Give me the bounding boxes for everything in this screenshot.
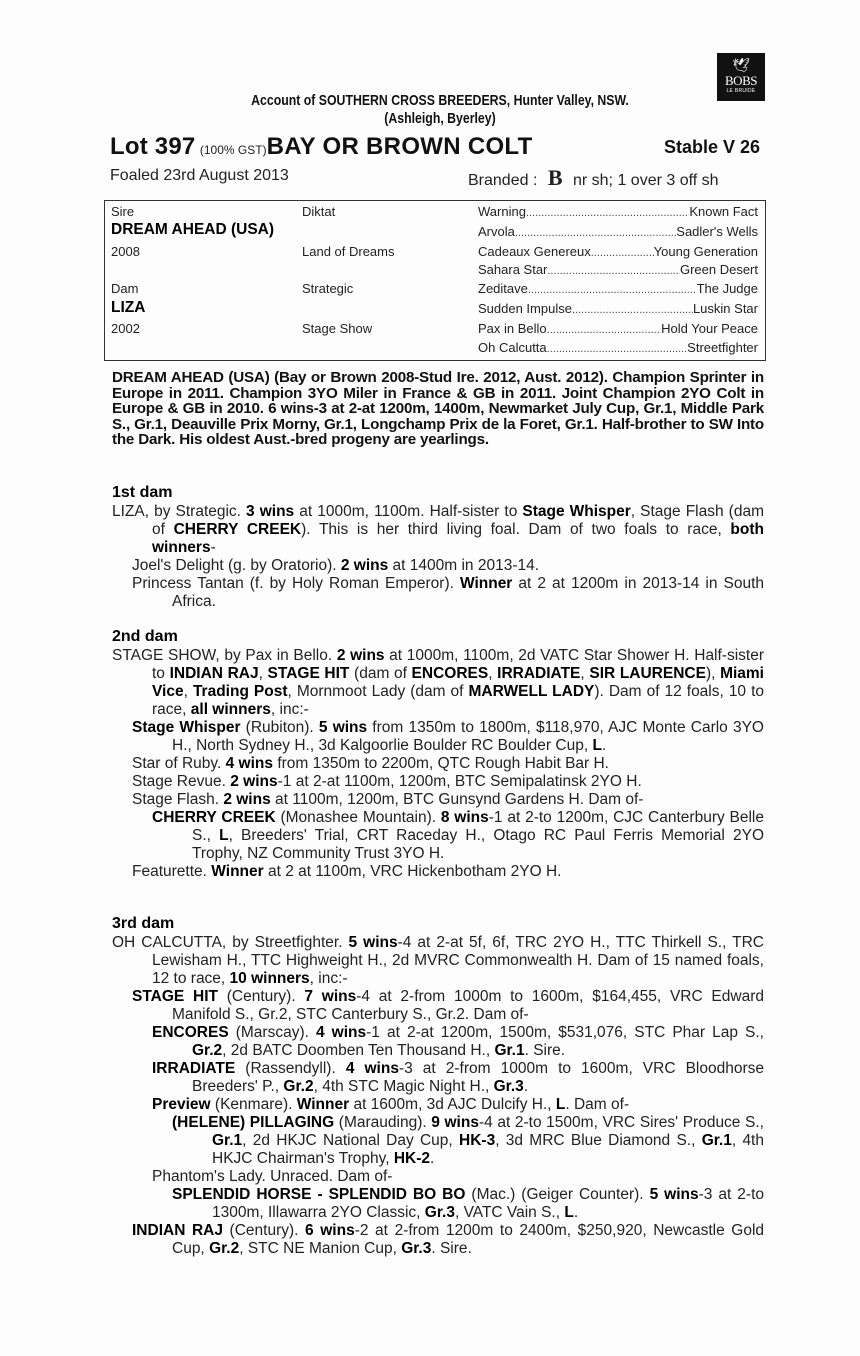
stable-number: Stable V 26: [663, 137, 760, 157]
great-grandparent-row: Pax in Bello ..... Hold Your Peace: [478, 321, 758, 336]
dam-entry: Preview (Kenmare). Winner at 1600m, 3d AJC Dulcify H., L. Dam of-: [152, 1096, 630, 1113]
sire-name: DREAM AHEAD (USA): [111, 221, 275, 238]
grandsire-paternal: Diktat: [302, 204, 336, 219]
logo-subtitle: LE BRUIDE: [726, 88, 756, 94]
dam-entry: IRRADIATE (Rassendyll). 4 wins-3 at 2-from 1000m to 1600m, VRC Bloodhorse Breeders' P., Gr.2, 4th STC Magic Night H., Gr.3.: [152, 1060, 764, 1095]
branded-info: [468, 165, 719, 191]
lot-title-line: [110, 133, 770, 163]
grandsire-maternal: Strategic: [302, 281, 354, 296]
sire-year: 2008: [111, 244, 140, 259]
first-dam-section: [112, 484, 764, 611]
great-grandparent-row: Warning ..... Known Fact: [478, 204, 758, 219]
dam-entry: Star of Ruby. 4 wins from 1350m to 2200m, QTC Rough Habit Bar H.: [132, 755, 609, 772]
branded-label: Branded :: [468, 172, 538, 189]
section-heading: 3rd dam: [112, 915, 175, 932]
granddam-maternal: Stage Show: [302, 321, 373, 336]
bobs-logo: [717, 53, 765, 101]
dam-name: LIZA: [111, 299, 146, 316]
dam-entry: Featurette. Winner at 2 at 1100m, VRC Hickenbotham 2YO H.: [132, 863, 562, 880]
dam-entry: ENCORES (Marscay). 4 wins-1 at 2-at 1200m, 1500m, $531,076, STC Phar Lap S., Gr.2, 2d BATC Doomben Ten Thousand H., Gr.1. Sire.: [152, 1024, 764, 1059]
branded-detail: nr sh; 1 over 3 off sh: [572, 172, 719, 189]
foaled-date: Foaled 23rd August 2013: [110, 167, 289, 184]
dam-entry: Phantom's Lady. Unraced. Dam of-: [152, 1168, 393, 1185]
pedigree-table: [104, 200, 766, 361]
vendor-farms: (Ashleigh, Byerley): [384, 110, 496, 127]
dam-entry: Stage Whisper (Rubiton). 5 wins from 1350m to 1800m, $118,970, AJC Monte Carlo 3YO H., North Sydney H., 3d Kalgoorlie Boulder RC Boulder Cup, L.: [132, 719, 764, 754]
dam-entry: SPLENDID HORSE - SPLENDID BO BO (Mac.) (Geiger Counter). 5 wins-3 at 2-to 1300m, Illawarra 2YO Classic, Gr.3, VATC Vain S., L.: [172, 1186, 765, 1221]
bird-logo-icon: 🕊: [732, 57, 750, 73]
great-grandparent-row: Oh Calcutta ..... Streetfighter: [478, 340, 758, 355]
dam-entry: LIZA, by Strategic. 3 wins at 1000m, 1100m. Half-sister to Stage Whisper, Stage Flash (dam of CHERRY CREEK). This is her third living foal. Dam of two foals to race, both winners-: [112, 503, 764, 556]
dam-entry: STAGE SHOW, by Pax in Bello. 2 wins at 1000m, 1100m, 2d VATC Star Shower H. Half-sister to INDIAN RAJ, STAGE HIT (dam of ENCORES, IRRADIATE, SIR LAURENCE), Miami Vice, Trading Post, Mornmoot Lady (dam of MARWELL LADY). Dam of 12 foals, 10 to race, all winners, inc:-: [112, 647, 765, 718]
entry-list: [112, 647, 764, 881]
dam-entry: OH CALCUTTA, by Streetfighter. 5 wins-4 at 2-at 5f, 6f, TRC 2YO H., TTC Thirkell S., TRC Lewisham H., TTC Highweight H., 2d MVRC Commonwealth H. Dam of 15 named foals, 12 to race, 10 winners, inc:-: [112, 934, 764, 987]
dam-entry: (HELENE) PILLAGING (Marauding). 9 wins-4 at 2-to 1500m, VRC Sires' Produce S., Gr.1, 2d HKJC National Day Cup, HK-3, 3d MRC Blue Diamond S., Gr.1, 4th HKJC Chairman's Trophy, HK-2.: [172, 1114, 764, 1167]
dam-entry: Princess Tantan (f. by Holy Roman Emperor). Winner at 2 at 1200m in 2013-14 in South Africa.: [132, 575, 764, 610]
dam-entry: CHERRY CREEK (Monashee Mountain). 8 wins-1 at 2-to 1200m, CJC Canterbury Belle S., L, Breeders' Trial, CRT Raceday H., Otago RC Paul Ferris Memorial 2YO Trophy, NZ Community Trust 3YO H.: [152, 809, 764, 862]
dam-entry: Joel's Delight (g. by Oratorio). 2 wins at 1400m in 2013-14.: [132, 557, 540, 574]
great-grandparent-row: Cadeaux Genereux ..... Young Generation: [478, 244, 758, 259]
horse-description: BAY OR BROWN COLT: [266, 133, 533, 160]
lot-number: Lot 397: [110, 133, 196, 160]
entry-list: [112, 503, 764, 611]
section-heading: 1st dam: [112, 484, 173, 501]
second-dam-section: [112, 628, 764, 881]
great-grandparent-row: Zeditave ..... The Judge: [478, 281, 758, 296]
dam-label: Dam: [111, 281, 139, 296]
sire-summary: DREAM AHEAD (USA) (Bay or Brown 2008-Stud Ire. 2012, Aust. 2012). Champion Sprinter in Europe in 2011. Champion 3YO Miler in France & GB in 2011. Joint Champion 2YO Colt in Europe & GB in 2010. 6 wins-3 at 2-at 1200m, 1400m, Newmarket July Cup, Gr.1, Middle Park S., Gr.1, Deauville Prix Morny, Gr.1, Longchamp Prix de la Foret, Gr.1. Half-brother to SW Into the Dark. His oldest Aust.-bred progeny are yearlings.: [112, 369, 764, 448]
gst-note: (100% GST): [199, 143, 267, 157]
dam-entry: Stage Flash. 2 wins at 1100m, 1200m, BTC Gunsynd Gardens H. Dam of-: [132, 791, 644, 808]
logo-name: BOBS: [725, 73, 757, 88]
dam-year: 2002: [111, 321, 140, 336]
sire-label: Sire: [111, 204, 135, 219]
brand-icon: B: [547, 165, 563, 190]
dam-entry: Stage Revue. 2 wins-1 at 2-at 1100m, 1200m, BTC Semipalatinsk 2YO H.: [132, 773, 642, 790]
third-dam-section: [112, 915, 764, 1258]
entry-list: [112, 934, 764, 1258]
great-grandparent-row: Sudden Impulse ..... Luskin Star: [478, 301, 758, 316]
dam-entry: INDIAN RAJ (Century). 6 wins-2 at 2-from 1200m to 2400m, $250,920, Newcastle Gold Cup, Gr.2, STC NE Manion Cup, Gr.3. Sire.: [132, 1222, 765, 1257]
dam-entry: STAGE HIT (Century). 7 wins-4 at 2-from 1000m to 1600m, $164,455, VRC Edward Manifold S., Gr.2, STC Canterbury S., Gr.2. Dam of-: [132, 988, 764, 1023]
vendor-line: Account of SOUTHERN CROSS BREEDERS, Hunter Valley, NSW.: [251, 92, 629, 109]
great-grandparent-row: Arvola ..... Sadler's Wells: [478, 224, 758, 239]
granddam-paternal: Land of Dreams: [302, 244, 395, 259]
great-grandparent-row: Sahara Star ..... Green Desert: [478, 262, 758, 277]
section-heading: 2nd dam: [112, 628, 178, 645]
